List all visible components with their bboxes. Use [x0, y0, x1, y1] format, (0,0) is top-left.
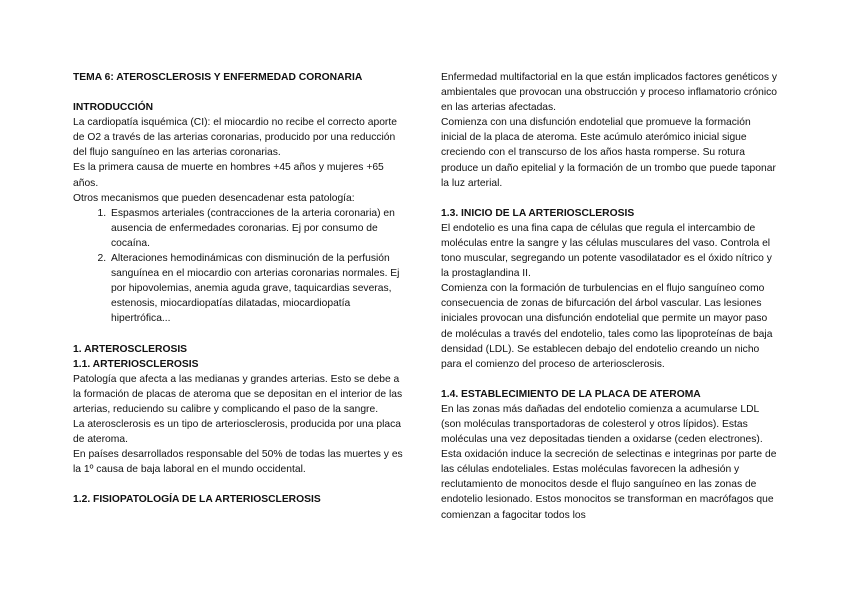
list-item: 1. Espasmos arteriales (contracciones de la arteria coronaria) en ausencia de enfermedades coronarias. Ej por consumo de cocaína. [109, 206, 408, 251]
document-title: TEMA 6: ATEROSCLEROSIS Y ENFERMEDAD CORONARIA [73, 72, 363, 83]
paragraph: Comienza con una disfunción endotelial que promueve la formación inicial de la placa de ateroma. Este acúmulo aterómico inicial sigue creciendo con el transcurso de los años hasta romperse. Su rotura produce un daño epitelial y la formación de un trombo que puede taponar la luz arterial. [441, 117, 776, 189]
section-heading: 1.2. FISIOPATOLOGÍA DE LA ARTERIOSCLEROSIS [73, 494, 321, 506]
intro-heading: INTRODUCCIÓN [73, 102, 154, 114]
list-item: 2. Alteraciones hemodinámicas con disminución de la perfusión sanguínea en el miocardio con arterias coronarias normales. Ej por hipovolemias, anemia aguda grave, taquicardias severas, estenosis, miocardiopatías dilatadas, miocardiopatía hipertrófica... [109, 251, 408, 326]
subsection-heading: 1.1. ARTERIOSCLEROSIS [73, 358, 199, 370]
paragraph: El endotelio es una fina capa de células que regula el intercambio de moléculas entre la sangre y las células musculares del vaso. Controla el tono muscular, segregando un potente vasodilatador es el óxido nítrico y la prostaglandina II. [441, 222, 772, 280]
intro-paragraph: Otros mecanismos que pueden desencadenar esta patología: [73, 192, 355, 204]
paragraph: La aterosclerosis es un tipo de arteriosclerosis, producida por una placa de ateroma. [73, 418, 401, 446]
section-heading: 1.4. ESTABLECIMIENTO DE LA PLACA DE ATEROMA [441, 388, 701, 400]
paragraph: Enfermedad multifactorial en la que están implicados factores genéticos y ambientales que provocan una obstrucción y proceso inflamatorio crónico en las arterias afectadas. [441, 72, 777, 114]
mechanisms-list [73, 206, 408, 327]
intro-paragraph: La cardiopatía isquémica (CI): el miocardio no recibe el correcto aporte de O2 a través de las arterias coronarias, producido por una reducción del flujo sanguíneo en las arterias coronarias. [73, 117, 397, 159]
paragraph: Patología que afecta a las medianas y grandes arterias. Esto se debe a la formación de placas de ateroma que se depositan en el interior de las arterias, reduciendo su calibre y complicando el paso de la sangre. [73, 373, 403, 415]
paragraph: En las zonas más dañadas del endotelio comienza a acumularse LDL (son moléculas transportadoras de colesterol y otros lípidos). Estas moléculas una vez depositadas tienden a oxidarse (ceden electrones). Esta oxidación induce la secreción de selectinas e integrinas por parte de las células endoteliales. Estas moléculas favorecen la adhesión y reclutamiento de monocitos desde el flujo sanguíneo en las zonas de endotelio lesionado. Estos monocitos se transforman en macrófagos que comienzan a fagocitar todos los [441, 403, 777, 521]
section-heading: 1. ARTEROSCLEROSIS [73, 343, 188, 355]
paragraph: En países desarrollados responsable del 50% de todas las muertes y es la 1º causa de baja laboral en el mundo occidental. [73, 449, 403, 476]
right-column [441, 70, 777, 523]
left-column [73, 70, 408, 507]
section-heading: 1.3. INICIO DE LA ARTERIOSCLEROSIS [441, 207, 635, 219]
intro-paragraph: Es la primera causa de muerte en hombres +45 años y mujeres +65 años. [73, 162, 384, 189]
paragraph: Comienza con la formación de turbulencias en el flujo sanguíneo como consecuencia de zonas de bifurcación del árbol vascular. Las lesiones iniciales provocan una disfunción endotelial que permite un mayor paso de moléculas a través del endotelio, tales como las lipoproteínas de baja densidad (LDL). Se establecen debajo del endotelio creando un nicho para el comienzo del proceso de arteriosclerosis. [441, 283, 773, 370]
